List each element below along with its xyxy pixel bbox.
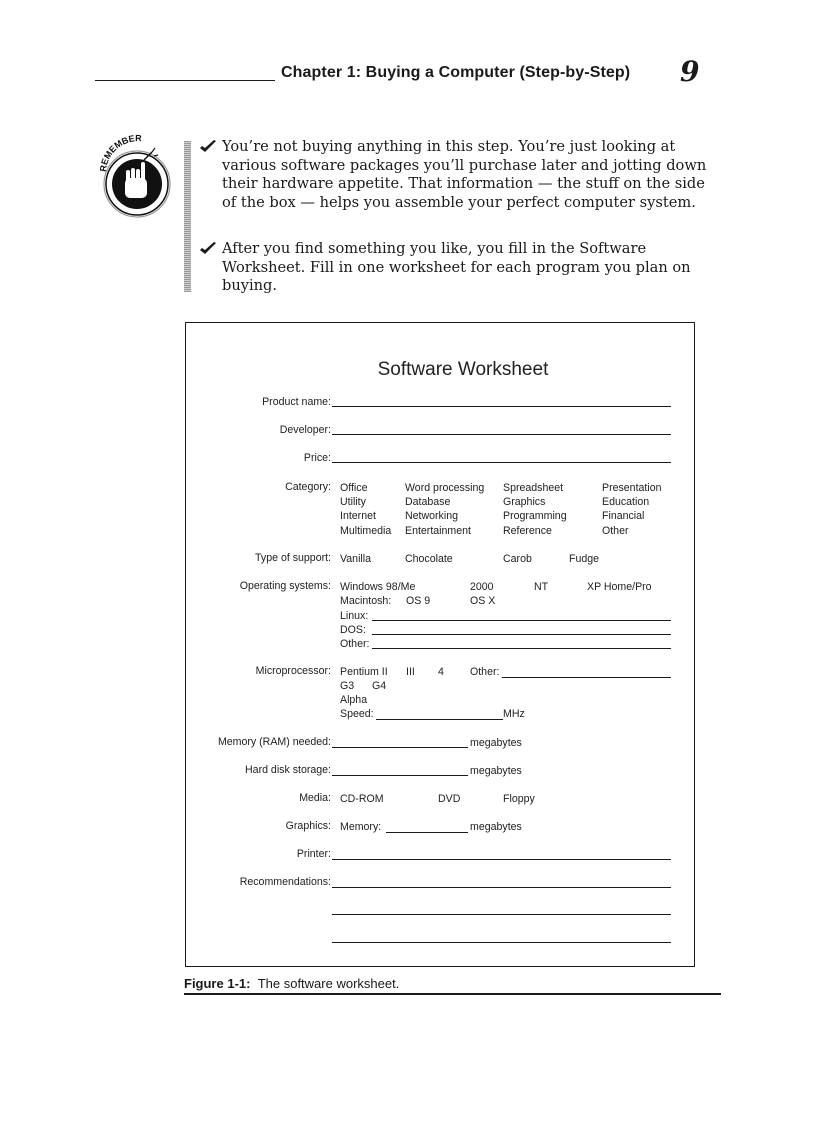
support-option[interactable]: Fudge [569,553,600,565]
category-option[interactable]: Utility [340,496,366,508]
support-option[interactable]: Chocolate [405,553,453,565]
media-option[interactable]: CD-ROM [340,793,384,805]
price-field[interactable] [332,462,671,463]
category-option[interactable]: Reference [503,525,552,537]
page-number: 9 [680,55,700,88]
category-option[interactable]: Presentation [602,482,662,494]
recommendations-field[interactable] [332,887,671,888]
os-dos-label: DOS: [340,624,366,636]
category-option[interactable]: Networking [405,510,458,522]
remember-icon [98,132,178,218]
developer-field[interactable] [332,434,671,435]
cpu-option[interactable]: G3 [340,680,355,692]
category-option[interactable]: Financial [602,510,645,522]
disk-field[interactable] [332,775,468,776]
cpu-speed-label: Speed: [340,708,374,720]
memory-label: Memory (RAM) needed: [217,736,331,748]
os-other-field[interactable] [372,648,671,649]
media-label: Media: [299,792,331,804]
category-label: Category: [285,481,331,493]
category-option[interactable]: Multimedia [340,525,392,537]
cpu-other-field[interactable] [502,677,671,678]
os-option[interactable]: OS 9 [406,595,431,607]
os-other-label: Other: [340,638,370,650]
recommendations-label: Recommendations: [239,876,331,888]
figure-caption [184,976,399,991]
bullet-item [199,138,719,212]
category-option[interactable]: Database [405,496,451,508]
caption-rule [184,993,721,995]
figure-label: Figure 1-1: [184,976,251,991]
printer-label: Printer: [296,848,331,860]
disk-unit: megabytes [470,765,522,777]
os-option[interactable]: OS X [470,595,496,607]
bullet-text: After you find something you like, you fill in the Software Worksheet. Fill in one worksheet for each program you plan on buying. [222,240,691,294]
margin-bar [184,141,191,292]
bullet-text: You’re not buying anything in this step. You’re just looking at various software packages you’ll purchase later and jotting down their hardware appetite. That information — the stuff on the side of the box — helps you assemble your perfect computer system. [222,138,707,211]
os-option[interactable]: 2000 [470,581,494,593]
cpu-option[interactable]: 4 [438,666,444,678]
printer-field[interactable] [332,859,671,860]
recommendations-field[interactable] [332,942,671,943]
os-macintosh-label: Macintosh: [340,595,392,607]
category-option[interactable]: Entertainment [405,525,471,537]
worksheet-title: Software Worksheet [377,359,549,380]
os-linux-label: Linux: [340,610,369,622]
support-label: Type of support: [255,552,331,564]
chapter-title: Chapter 1: Buying a Computer (Step-by-Step) [281,64,631,81]
support-option[interactable]: Vanilla [340,553,372,565]
category-option[interactable]: Internet [340,510,376,522]
worksheet-frame [185,322,695,967]
category-option[interactable]: Education [602,496,650,508]
category-option[interactable]: Office [340,482,368,494]
support-option[interactable]: Carob [503,553,532,565]
os-option[interactable]: XP Home/Pro [587,581,652,593]
product-name-field[interactable] [332,406,671,407]
cpu-other-label: Other: [470,666,500,678]
price-label: Price: [303,452,331,464]
graphics-unit: megabytes [470,821,522,833]
cpu-speed-unit: MHz [503,708,525,720]
category-option[interactable]: Programming [503,510,567,522]
memory-field[interactable] [332,747,468,748]
category-option[interactable]: Spreadsheet [503,482,564,494]
remember-icon-label: REMEMBER [98,133,142,173]
memory-unit: megabytes [470,737,522,749]
bullet-item [199,240,719,296]
os-option[interactable]: NT [534,581,549,593]
category-option[interactable]: Word processing [405,482,485,494]
cpu-option[interactable]: G4 [372,680,387,692]
category-option[interactable]: Other [602,525,629,537]
recommendations-field[interactable] [332,914,671,915]
os-dos-field[interactable] [372,634,671,635]
media-option[interactable]: DVD [438,793,461,805]
cpu-option[interactable]: Pentium II [340,666,388,678]
product-name-label: Product name: [262,396,331,408]
cpu-label: Microprocessor: [255,665,331,677]
disk-label: Hard disk storage: [245,764,331,776]
header-rule [95,80,275,81]
graphics-memory-label: Memory: [340,821,382,833]
os-option[interactable]: Windows 98/Me [340,581,416,593]
graphics-memory-field[interactable] [386,832,468,833]
check-bullet-icon [199,139,217,153]
figure-caption-text: The software worksheet. [257,976,400,991]
os-linux-field[interactable] [372,620,671,621]
os-label: Operating systems: [239,580,331,592]
cpu-option[interactable]: III [406,666,415,678]
media-option[interactable]: Floppy [503,793,535,805]
category-option[interactable]: Graphics [503,496,546,508]
developer-label: Developer: [279,424,331,436]
graphics-label: Graphics: [285,820,331,832]
check-bullet-icon [199,241,217,255]
cpu-speed-field[interactable] [376,719,503,720]
cpu-option[interactable]: Alpha [340,694,368,706]
